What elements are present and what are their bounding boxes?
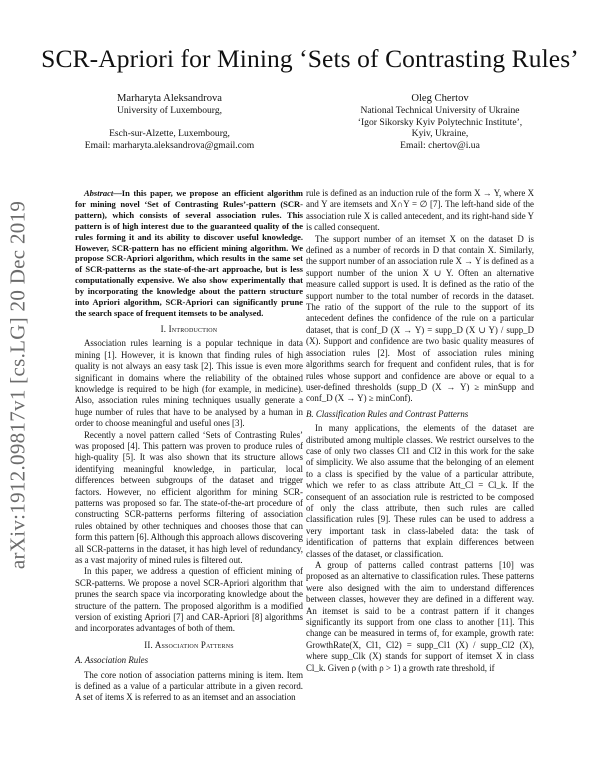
section-heading-association-patterns: II. Association Patterns <box>144 639 234 650</box>
author-location: Kyiv, Ukraine, <box>411 128 469 140</box>
paragraph: Association rules learning is a popular technique in data mining [1]. However, it is known that finding rules of high quality is not always an easy task [2]. This issue is even more significant in domains where the reliability of the obtained knowledge is required to be high (for example, in medicine). Also, association rules mining techniques usually generate a huge number of rules that have to be analysed by a human in order to choose meaningful and useful ones [3]. <box>75 338 303 429</box>
author-affiliation-2: ‘Igor Sikorsky Kyiv Polytechnic Institute’, <box>357 116 523 128</box>
section-heading-introduction: I. Introduction <box>160 323 218 334</box>
subsection-heading-association-rules: A. Association Rules <box>75 655 149 666</box>
author-affiliation: University of Luxembourg, <box>116 104 223 116</box>
author-location: Esch-sur-Alzette, Luxembourg, <box>109 128 230 140</box>
paragraph: Recently a novel pattern called ‘Sets of Contrasting Rules’ was proposed [4]. This pattern was proven to produce rules of high-quality [5]. It was also shown that its structure allows identifying meaningful knowledge, in particular, local differences between subgroups of the dataset and trigger factors. However, no efficient algorithm for mining SCR-patterns was proposed so far. The state-of-the-art procedure of constructing SCR-patterns performs filtering of association rules obtained by other techniques and chooses those that can form this pattern [6]. Although this approach allows discovering all SCR-patterns in the dataset, it has high level of redundancy, as a vast majority of mined rules is filtered out. <box>75 429 303 565</box>
author-affiliation: National Technical University of Ukraine <box>360 104 520 116</box>
abstract-label: Abstract <box>84 188 114 198</box>
paragraph: The core notion of association patterns mining is item. Item is defined as a value of a particular attribute in a given record. A set of items X is referred to as an itemset and an association <box>75 669 303 703</box>
author-name: Marharyta Aleksandrova <box>116 93 223 104</box>
right-column <box>306 188 534 674</box>
author-block-2 <box>335 93 545 152</box>
abstract <box>75 188 303 319</box>
paragraph: The support number of an itemset X on the dataset D is defined as a number of records in D that contain X. Similarly, the support number of an association rule X → Y is defined as a support number of the union X ∪ Y. Often an alternative measure called support is used. It is defined as the ratio of the support number to the total number of records in the dataset. The ratio of the support of the rule to the support of its antecedent defines the confidence of the rule on a particular dataset, that is conf_D (X → Y) = supp_D (X ∪ Y) / supp_D (X). Support and confidence are two basic quality measures of association rules [2]. Most of association rules mining algorithms search for frequent and confident rules, that is for rules whose support and confidence are above or equal to a user-defined thresholds (supp_D (X → Y) ≥ minSupp and conf_D (X → Y) ≥ minConf). <box>306 233 534 404</box>
author-email: Email: marharyta.aleksandrova@gmail.com <box>84 140 255 152</box>
author-email: Email: chertov@i.ua <box>400 140 480 152</box>
paragraph: A group of patterns called contrast patterns [10] was proposed as an alternative to classification rules. These patterns were also designed with the aim to understand differences between classes, however they are defined in a different way. An itemset is said to be a contrast pattern if it changes significantly its support from one class to another [11]. This change can be measured in terms of, for example, growth rate: GrowthRate(X, Cl1, Cl2) = supp_Cl1 (X) / supp_Cl2 (X), where supp_Clk (X) stands for support of itemset X in class Cl_k. Given ρ (with ρ > 1) a growth rate threshold, if <box>306 560 534 673</box>
paper-title: SCR-Apriori for Mining ‘Sets of Contrasting Rules’ <box>41 44 579 73</box>
arxiv-id-text: arXiv:1912.09817v1 [cs.LG] 20 Dec 2019 <box>5 200 30 570</box>
paragraph: In many applications, the elements of the dataset are distributed among multiple classes. We restrict ourselves to the case of only two classes Cl1 and Cl2 in this work for the sake of simplicity. We also assume that the belonging of an element to a class is specified by the value of a particular attribute, which we refer to as class attribute Att_Cl = Cl_k. If the consequent of an association rule is restricted to be composed of only the class attribute, then such rules are called classification rules [9]. These rules can be used to address a very important task in class-labeled data: the task of identification of patterns that explain differences between classes of the dataset, or classification. <box>306 423 534 559</box>
left-column <box>75 188 303 704</box>
author-affiliation-blank <box>72 117 267 129</box>
author-block-1 <box>72 93 267 152</box>
author-name: Oleg Chertov <box>411 93 469 104</box>
abstract-text: —In this paper, we propose an efficient algorithm for mining novel ‘Set of Contrasting Rules’-pattern (SCR-pattern), which consists of several association rules. This pattern is of high interest due to the guaranteed quality of the rules forming it and its ability to discover useful knowledge. However, SCR-pattern has no efficient mining algorithm. We propose SCR-Apriori algorithm, which results in the same set of SCR-patterns as the state-of-the-art approache, but is less computationally expensive. We also show experimentally that by incorporating the knowledge about the pattern structure into Apriori algorithm, SCR-Apriori can significantly prune the search space of frequent itemsets to be analysed. <box>75 188 303 318</box>
paragraph: rule is defined as an induction rule of the form X → Y, where X and Y are itemsets and X∩Y = ∅ [7]. The left-hand side of the association rule X is called antecedent, and its right-hand side Y is called consequent. <box>306 188 534 233</box>
subsection-heading-classification: B. Classification Rules and Contrast Patterns <box>306 408 469 419</box>
arxiv-identifier <box>2 175 34 595</box>
paragraph: In this paper, we address a question of efficient mining of SCR-patterns. We propose a novel SCR-Apriori algorithm that prunes the search space via incorporating knowledge about the structure of the pattern. The proposed algorithm is a modified version of existing Apriori [7] and CAR-Apriori [8] algorithms and incorporates advantages of both of them. <box>75 566 303 634</box>
